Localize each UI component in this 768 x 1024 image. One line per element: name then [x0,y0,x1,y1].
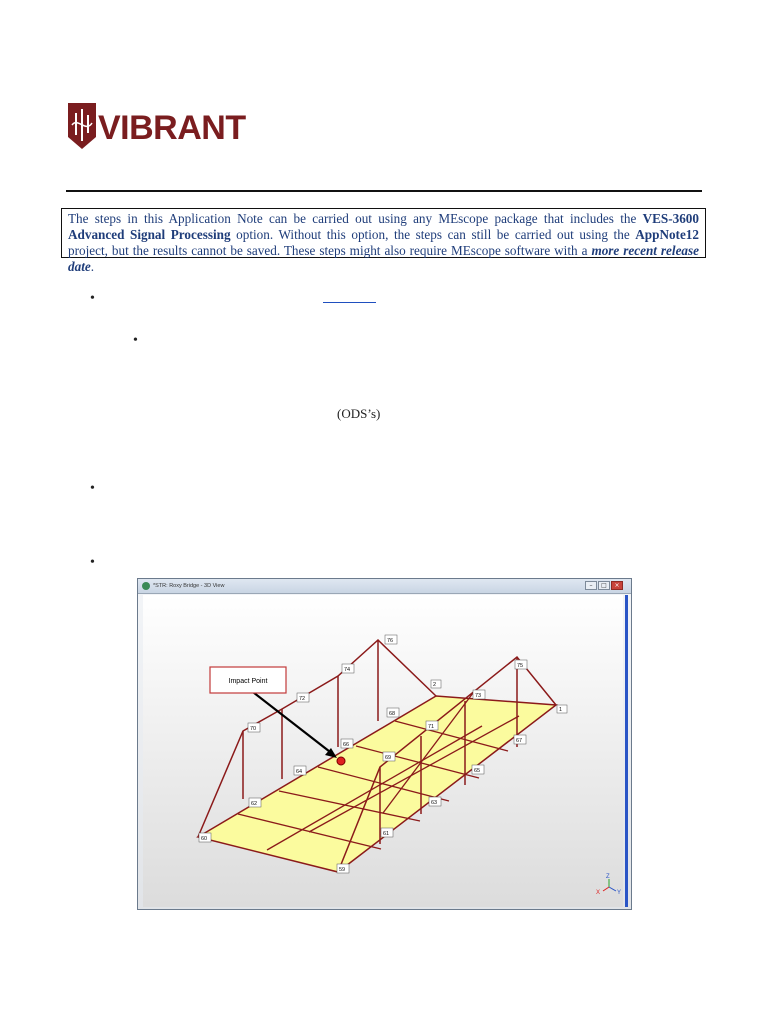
point-label-69 [383,752,395,761]
bullet-3: • [90,555,95,570]
point-label-75 [515,660,527,669]
point-label-70 [248,723,260,732]
bullet-1: • [90,291,95,306]
app-icon [142,582,150,590]
hyperlink-underline[interactable] [323,302,376,303]
ods-text: (ODS’s) [337,406,381,421]
point-label-1 [557,705,567,713]
point-label-71 [426,721,438,730]
requirements-notice: The steps in this Application Note can be carried out using any MEscope package that includes the VES-3600 Advanced Signal Processing option. Without this option, the steps can still be carried out using the AppNote12 project, but the results cannot be saved. These steps might also require MEscope software with a more recent release date. [61,208,706,258]
bridge-model [143,595,623,907]
axis-z-label: Z [606,874,610,880]
brand-logo-text: VIBRANT [98,109,246,147]
point-label-61 [381,828,393,837]
point-label-59 [337,864,349,873]
bullet-1-sub: • [133,333,138,348]
close-button[interactable]: × [611,581,623,590]
svg-text:72: 72 [299,696,306,702]
svg-text:60: 60 [201,836,208,842]
bridge-deck [198,696,556,872]
3d-view-canvas[interactable] [143,595,623,907]
svg-text:73: 73 [475,693,482,699]
svg-text:59: 59 [339,867,346,873]
point-label-2 [431,680,441,688]
axis-triad-icon [596,874,621,896]
axis-x-label: X [596,890,601,896]
point-label-62 [249,798,261,807]
svg-text:75: 75 [517,663,524,669]
point-label-66 [341,739,353,748]
point-label-64 [294,766,306,775]
impact-arrow [249,689,334,755]
vertical-scrollbar[interactable] [625,595,628,907]
svg-text:66: 66 [343,742,350,748]
point-label-76 [385,635,397,644]
point-label-65 [472,765,484,774]
point-label-73 [473,690,485,699]
svg-text:70: 70 [250,726,257,732]
bullet-2: • [90,481,95,496]
svg-text:69: 69 [385,755,392,761]
svg-text:63: 63 [431,800,438,806]
point-label-72 [297,693,309,702]
svg-text:65: 65 [474,768,481,774]
svg-text:64: 64 [296,769,303,775]
point-label-63 [429,797,441,806]
svg-text:62: 62 [251,801,258,807]
point-label-68 [387,708,399,717]
svg-text:68: 68 [389,711,396,717]
svg-text:2: 2 [433,682,437,688]
svg-text:1: 1 [559,707,563,713]
axis-y-label: Y [617,890,622,896]
point-label-60 [199,833,211,842]
svg-text:74: 74 [344,667,351,673]
point-label-67 [514,735,526,744]
minimize-button[interactable]: – [585,581,597,590]
window-title: *STR: Roxy Bridge - 3D View [153,583,225,589]
window-titlebar [138,579,631,594]
svg-text:71: 71 [428,724,435,730]
point-label-74 [342,664,354,673]
header-divider [66,190,702,192]
mescope-3d-view-window [137,578,632,910]
maximize-button[interactable]: □ [598,581,610,590]
svg-text:67: 67 [516,738,523,744]
svg-text:61: 61 [383,831,390,837]
svg-text:76: 76 [387,638,394,644]
impact-point-marker[interactable] [337,757,345,765]
impact-callout-label: Impact Point [228,678,268,685]
